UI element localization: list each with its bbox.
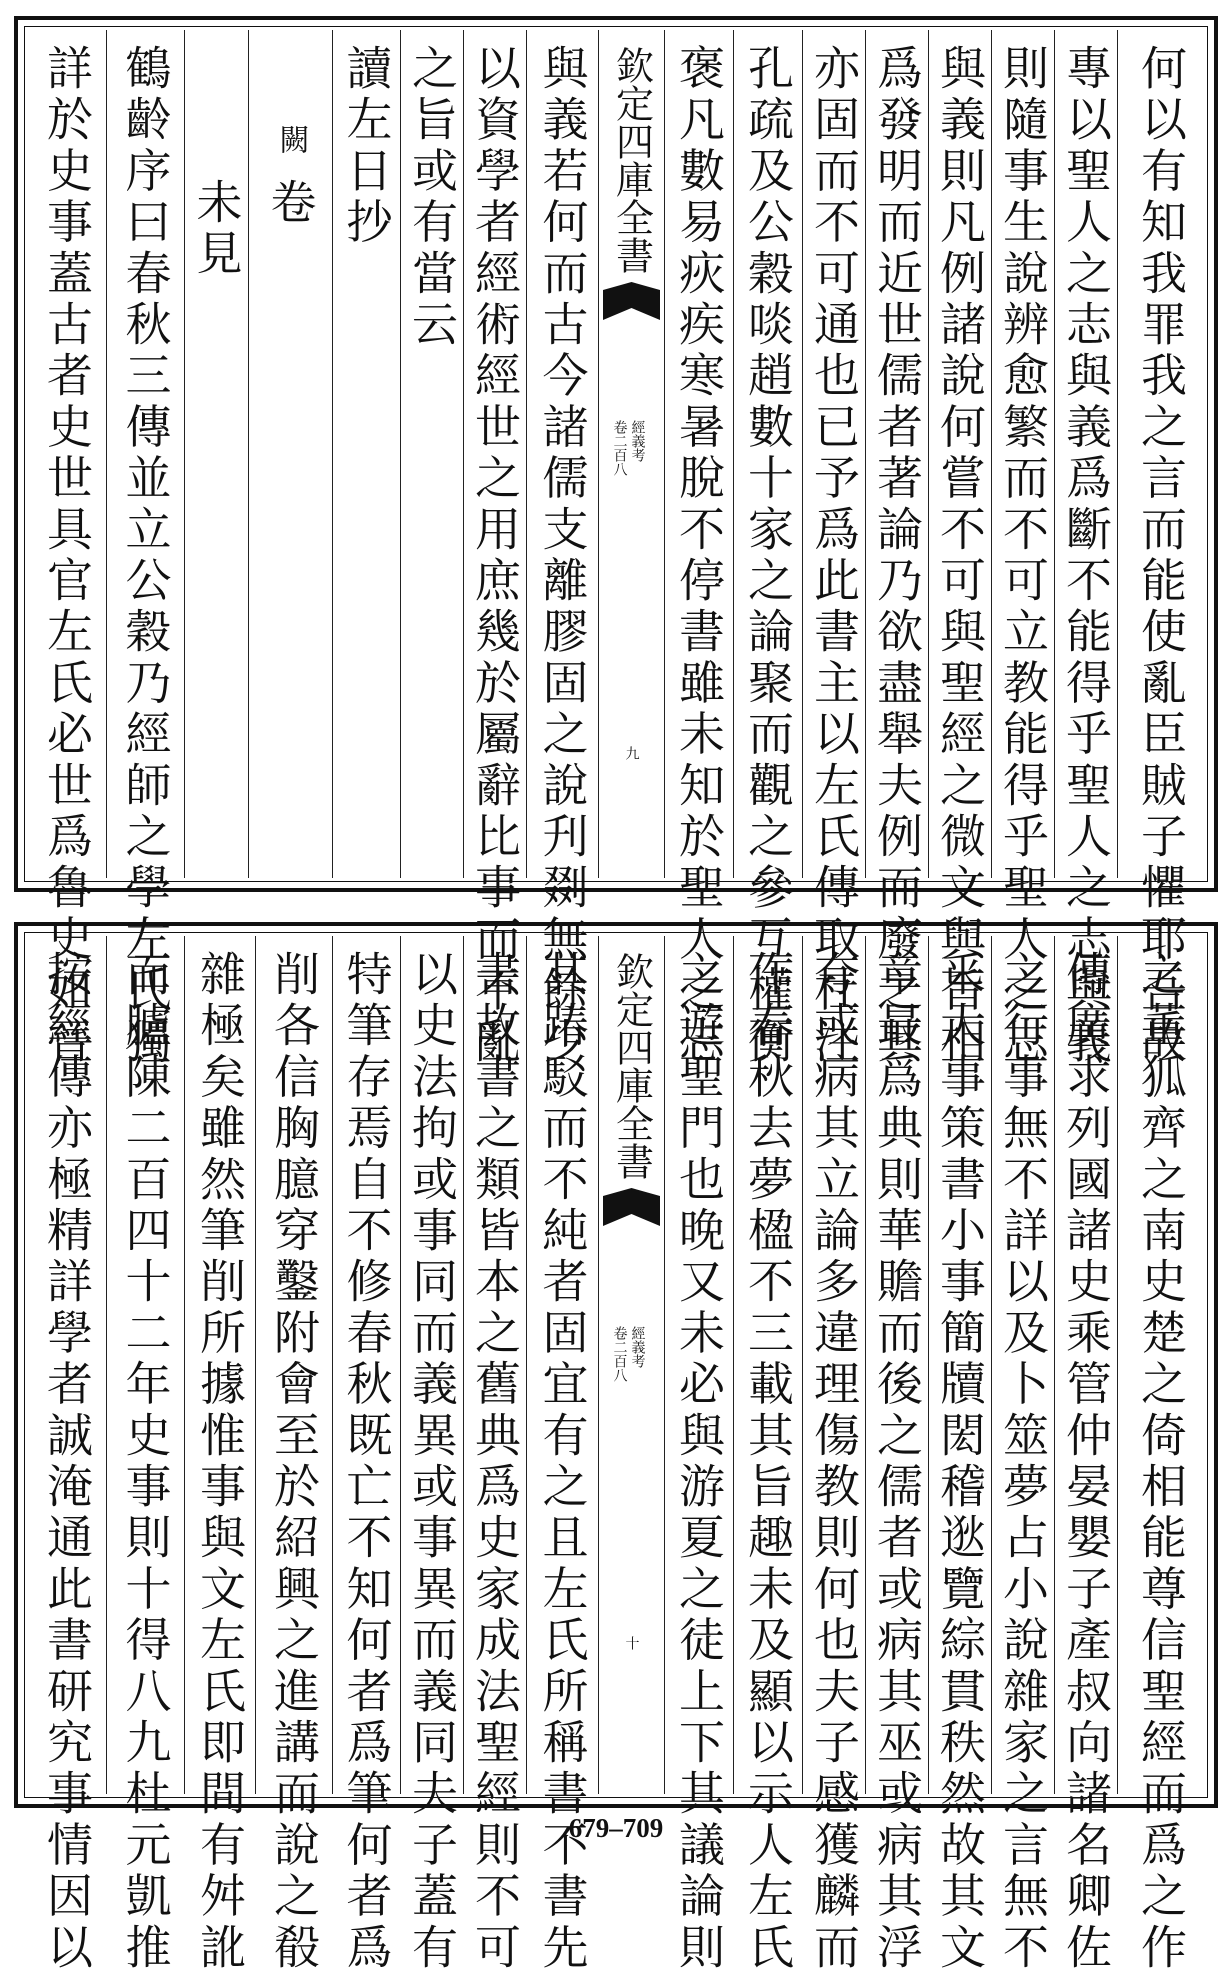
column-text: 褒凡數易疢疾寒暑脫不停書雖未知於聖人之志 [672,44,726,1068]
text-column [400,936,463,1974]
text-column [1054,936,1117,1974]
text-column [733,30,802,1068]
column-text: 詳於史事蓋古者史世具官左氏必世爲魯史如晉 [40,44,94,1068]
column-text: 以資學者經術經世之用庶幾於屬辭比事而不亂 [468,44,522,1068]
column-text: 與義若何而古今諸儒支離膠固之說刋剟無餘少 [535,44,590,1068]
text-column [526,936,598,1974]
column-text: 孔疏及公穀啖趙數十家之論聚而觀之參互權衡 [741,44,795,1068]
text-column [802,936,865,1974]
column-text: 按經傳亦極精詳學者誠淹通此書研究事情因以 [40,950,94,1974]
column-text: 夸或病其立論多違理傷教則何也夫子感獲麟而 [807,950,861,1974]
column-text: 之行事無不詳以及卜筮夢占小說雜家之言無不 [996,950,1050,1974]
text-column [28,936,106,1974]
text-column [184,30,248,878]
column-text: 與義則凡例諸說何嘗不可與聖經之微文與旨相 [933,44,987,1068]
text-column [1117,30,1204,1068]
column-text: 則隨事生說辨愈繁而不可立教能得乎聖人之志 [996,44,1050,1068]
column-text: 特筆存焉自不修春秋既亡不知何者爲筆何者爲 [339,950,394,1974]
column-text: 削各信胸臆穿鑿附會至於紹興之進講而說之殽 [267,950,321,1974]
text-column [664,30,733,1068]
column-text: 雜極矣雖然筆削所據惟事與文左氏即間有舛訛 [193,950,247,1974]
column-text: 作春秋去夢楹不三載其旨趣未及顯以示人左氏 [741,950,795,1974]
book-series-title: 欽定四庫全書 [609,46,654,274]
fish-tail-mark [603,1186,660,1226]
text-column [184,936,255,1974]
text-column [733,936,802,1974]
text-column [991,936,1054,1974]
column-text: 專以聖人之志與義爲斷不能得乎聖人之志與義 [1059,44,1113,1068]
not-seen-note: 未見 [189,178,244,281]
text-column [255,936,332,1974]
column-text: 鶴齡序曰春秋三傳並立公穀乃經師之學左氏獨 [118,44,173,1068]
column-text: 亦固而不可通也已予爲此書主以左氏傳取杜注 [807,44,861,1068]
column-text: 爲發明而近世儒者著論乃欲盡舉夫例而廢之其 [870,44,924,1068]
text-column [463,30,526,1068]
column-text: 章最爲典則華贍而後之儒者或病其巫或病其浮 [870,950,924,1974]
column-text: 之董狐齊之南史楚之倚相能尊信聖經而爲之作 [1134,950,1188,1974]
column-text: 書故書之類皆本之舊典爲史家成法聖經則不可 [468,950,522,1974]
entry-title: 讀左日抄 [339,44,394,249]
page-number: 679–709 [568,1813,664,1843]
text-column [865,936,928,1974]
center-fold-column [598,936,664,1794]
text-column [802,30,865,1068]
text-column [463,936,526,1974]
text-column [928,30,991,1068]
column-text: 而臚陳二百四十二年史事則十得八九杜元凱推 [118,950,173,1974]
fish-tail-mark [603,280,660,320]
text-column [865,30,928,1068]
text-column [106,936,184,1974]
text-column [1054,30,1117,1068]
text-column [664,936,733,1974]
column-text: 其踳駁而不純者固宜有之且左氏所稱書不書先 [535,950,590,1974]
column-text: 傳廣求列國諸史乘管仲晏嬰子產叔向諸名卿佐 [1059,950,1113,1974]
column-text: 何以有知我罪我之言而能使亂臣賊子懼耶吾故 [1134,44,1188,1068]
column-text: 以史法拘或事同而義異或事異而義同夫子蓋有 [405,950,459,1974]
volume-label: 卷二百八 [611,420,628,476]
text-column [28,30,106,1068]
text-column [991,30,1054,1068]
column-text: 之遊聖門也晚又未必與游夏之徒上下其議論則 [672,950,726,1974]
text-column [1117,936,1204,1974]
text-column [928,936,991,1974]
missing-note: 闕 [273,124,309,158]
column-text: 之旨或有當云 [405,44,459,352]
book-series-title: 欽定四庫全書 [609,952,654,1180]
book-title-label: 經義考 [629,1326,646,1368]
text-column [248,30,332,878]
text-column [526,30,598,1068]
page-mark: 十 [623,1636,640,1650]
text-column [332,936,400,1974]
text-column [332,30,400,878]
book-title-label: 經義考 [629,420,646,462]
column-text: 釆大事策書小事簡牘閎稽逖覽綜貫秩然故其文 [933,950,987,1974]
text-column [400,30,463,878]
volume-label: 卷二百八 [611,1326,628,1382]
text-column [106,30,184,1068]
upper-page [14,16,1218,1068]
volume-count: 卷 [263,178,318,230]
center-fold-column [598,30,664,878]
page-mark: 九 [623,746,640,760]
